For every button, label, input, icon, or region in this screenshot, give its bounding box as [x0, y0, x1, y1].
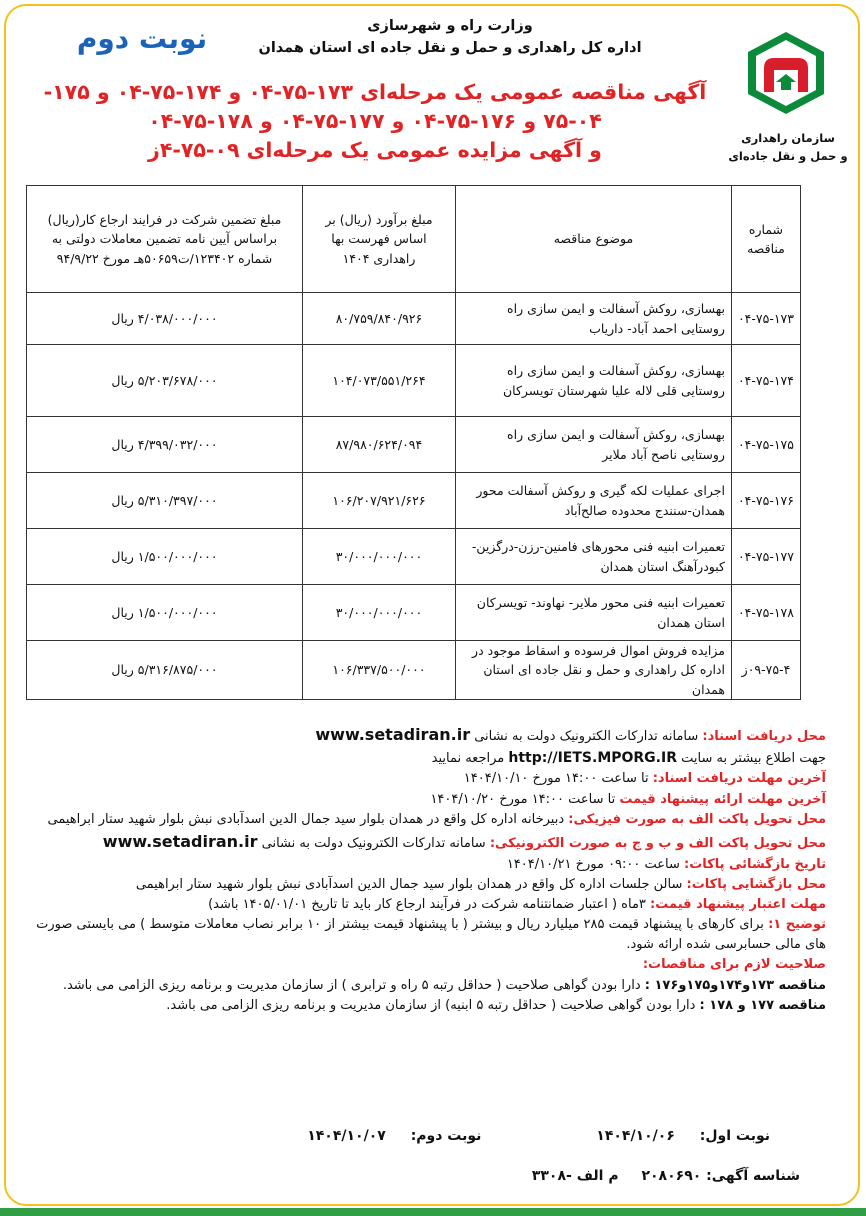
cell-estimate: ۳۰/۰۰۰/۰۰۰/۰۰۰: [302, 585, 455, 641]
header-guarantee: مبلغ تضمین شرکت در فرایند ارجاع کار(ریال) براساس آیین نامه تضمین معاملات دولتی به شماره ۱۲۳۴۰۲/ت۵۰۶۵۹هـ مورخ ۹۴/۹/۲۲: [27, 186, 303, 293]
cell-subject: بهسازی، روکش آسفالت و ایمن سازی راه روستایی قلی لاله علیا شهرستان تویسرکان: [455, 345, 731, 417]
qualification1-label: مناقصه ۱۷۳و۱۷۴و۱۷۵و۱۷۶ :: [644, 977, 826, 993]
cell-estimate: ۱۰۴/۰۷۳/۵۵۱/۲۶۴: [302, 345, 455, 417]
opening-date-label: تاریخ بازگشائی پاکات:: [684, 856, 826, 872]
cell-number: ۰۴-۷۵-۱۷۸: [731, 585, 800, 641]
second-turn-label: نوبت دوم:: [410, 1128, 482, 1144]
qualification2-text: دارا بودن گواهی صلاحیت ( حداقل رتبه ۵ ابنیه) از سازمان مدیریت و برنامه ریزی الزامی می باشد.: [166, 997, 696, 1013]
info-link[interactable]: http://IETS.MPORG.IR: [508, 749, 677, 766]
ministry-name: وزارت راه و شهرسازی: [367, 18, 533, 34]
table-header-row: [27, 186, 801, 293]
cell-number: ۰۴-۷۵-۱۷۴: [731, 345, 800, 417]
qualification-line2: [20, 996, 826, 1016]
first-turn-date: ۱۴۰۴/۱۰/۰۶: [596, 1128, 675, 1144]
opening-place-text: سالن جلسات اداره کل واقع در همدان بلوار سید جمال الدین اسدآبادی نبش بلوار شهید ستار ابراهیمی: [135, 876, 683, 892]
cell-estimate: ۸۷/۹۸۰/۶۲۴/۰۹۴: [302, 417, 455, 473]
table-row: [27, 293, 801, 345]
tender-table: [26, 185, 801, 700]
doc-place-link[interactable]: www.setadiran.ir: [315, 725, 471, 744]
cell-estimate: ۱۰۶/۳۳۷/۵۰۰/۰۰۰: [302, 641, 455, 700]
cell-guarantee: ۴/۳۹۹/۰۳۲/۰۰۰ ریال: [27, 417, 303, 473]
cell-estimate: ۳۰/۰۰۰/۰۰۰/۰۰۰: [302, 529, 455, 585]
cell-guarantee: ۵/۲۰۳/۶۷۸/۰۰۰ ریال: [27, 345, 303, 417]
table-row: [27, 345, 801, 417]
cell-subject: اجرای عملیات لکه گیری و روکش آسفالت محور همدان-سنندج محدوده صالح‌آباد: [455, 473, 731, 529]
info-line: [20, 748, 826, 770]
opening-date-line: [20, 855, 826, 875]
cell-number: ۰۴-۷۵-۱۷۷: [731, 529, 800, 585]
office-name: اداره کل راهداری و حمل و نقل جاده ای استان همدان: [258, 39, 642, 56]
opening-place-label: محل بازگشایی پاکات:: [686, 876, 826, 892]
logo-caption-line2: و حمل و نقل جاده‌ای: [728, 148, 848, 163]
note-label: توضیح ۱:: [768, 917, 826, 933]
cell-subject: تعمیرات ابنیه فنی محورهای فامنین-رزن-درگزین-کبودرآهنگ استان همدان: [455, 529, 731, 585]
cell-number: ۰۹-۷۵-۴ز: [731, 641, 800, 700]
cell-guarantee: ۵/۳۱۰/۳۹۷/۰۰۰ ریال: [27, 473, 303, 529]
deadline-bid-label: آخرین مهلت ارائه پیشنهاد قیمت: [619, 791, 826, 807]
logo-caption: [724, 130, 852, 166]
cell-estimate: ۱۰۶/۲۰۷/۹۲۱/۶۲۶: [302, 473, 455, 529]
ad-id-label: شناسه آگهی:: [706, 1168, 800, 1184]
deadline-docs-text: تا ساعت ۱۴:۰۰ مورخ ۱۴۰۴/۱۰/۱۰: [463, 771, 649, 787]
table-row: [27, 417, 801, 473]
cell-guarantee: ۵/۳۱۶/۸۷۵/۰۰۰ ریال: [27, 641, 303, 700]
electronic-delivery-line: [20, 830, 826, 855]
cell-guarantee: ۴/۰۳۸/۰۰۰/۰۰۰ ریال: [27, 293, 303, 345]
ad-code: م الف -۳۳۰۸: [531, 1168, 619, 1184]
qualification-line1: [20, 976, 826, 996]
table-row: [27, 585, 801, 641]
info-text-before: جهت اطلاع بیشتر به سایت: [681, 750, 826, 766]
validity-label: مهلت اعتبار پیشنهاد قیمت:: [650, 896, 826, 912]
issuer-block: [240, 16, 660, 60]
header-subject: موضوع مناقصه: [455, 186, 731, 293]
table-row: [27, 529, 801, 585]
opening-place-line: [20, 875, 826, 895]
headline-line2: ۷۵-۰۴ و ۱۷۶-۷۵-۰۴ و ۱۷۷-۷۵-۰۴ و ۱۷۸-۷۵-۰۴: [148, 109, 602, 134]
cell-subject: مزایده فروش اموال فرسوده و اسقاط موجود در اداره کل راهداری و حمل و نقل جاده ای استان همدان: [455, 641, 731, 700]
opening-date-text: ساعت ۰۹:۰۰ مورخ ۱۴۰۴/۱۰/۲۱: [506, 856, 680, 872]
cell-subject: تعمیرات ابنیه فنی محور ملایر- نهاوند- تویسرکان استان همدان: [455, 585, 731, 641]
ad-identifier: [440, 1168, 800, 1184]
cell-guarantee: ۱/۵۰۰/۰۰۰/۰۰۰ ریال: [27, 529, 303, 585]
notice-details: [20, 723, 826, 1016]
logo-caption-line1: سازمان راهداری: [741, 131, 835, 145]
validity-text: ۳ماه ( اعتبار ضمانتنامه شرکت در فرآیند ارجاع کار باید تا تاریخ ۱۴۰۵/۰۱/۰۱ باشد): [208, 896, 646, 912]
second-turn-badge: نوبت دوم: [76, 22, 208, 55]
physical-delivery-label: محل تحویل پاکت الف به صورت فیزیکی:: [568, 811, 826, 827]
cell-estimate: ۸۰/۷۵۹/۸۴۰/۹۲۶: [302, 293, 455, 345]
physical-delivery-line: [20, 810, 826, 830]
headline-line1: آگهی مناقصه عمومی یک مرحله‌ای ۱۷۳-۷۵-۰۴ و ۱۷۴-۷۵-۰۴ و ۱۷۵-: [43, 80, 707, 104]
deadline-docs-line: [20, 769, 826, 789]
header-estimate: مبلغ برآورد (ریال) بر اساس فهرست بها راهداری ۱۴۰۴: [302, 186, 455, 293]
electronic-delivery-link[interactable]: www.setadiran.ir: [102, 831, 258, 851]
note-line: [20, 915, 826, 955]
cell-number: ۰۴-۷۵-۱۷۵: [731, 417, 800, 473]
deadline-docs-label: آخرین مهلت دریافت اسناد:: [652, 771, 826, 787]
note-text: برای کارهای با پیشنهاد قیمت ۲۸۵ میلیارد ریال و بیشتر ( با پیشنهاد قیمت بیشتر از ۱۰ برابر نصاب معاملات متوسط ) می بایستی صورت های مالی حسابرسی شده ارائه شود.: [36, 917, 826, 953]
cell-number: ۰۴-۷۵-۱۷۶: [731, 473, 800, 529]
info-text-after: مراجعه نمایید: [431, 750, 505, 766]
deadline-bid-line: [20, 790, 826, 810]
bottom-green-bar: [0, 1208, 866, 1216]
doc-place-text: سامانه تدارکات الکترونیک دولت به نشانی: [474, 729, 699, 744]
electronic-delivery-text: سامانه تدارکات الکترونیک دولت به نشانی: [261, 835, 486, 851]
header-number: شماره مناقصه: [731, 186, 800, 293]
headline-line3: و آگهی مزایده عمومی یک مرحله‌ای ۰۹-۷۵-۴ز: [148, 138, 602, 163]
validity-line: [20, 895, 826, 915]
doc-place-line: [20, 723, 826, 748]
publication-turns: [200, 1128, 770, 1144]
ad-id-value: ۲۰۸۰۶۹۰: [641, 1168, 702, 1184]
cell-number: ۰۴-۷۵-۱۷۳: [731, 293, 800, 345]
physical-delivery-text: دبیرخانه اداره کل واقع در همدان بلوار سید جمال الدین اسدآبادی نبش بلوار شهید ستار ابراهیمی: [47, 811, 565, 827]
qualification-heading-text: صلاحیت لازم برای مناقصات:: [642, 957, 826, 973]
qualification1-text: دارا بودن گواهی صلاحیت ( حداقل رتبه ۵ راه و ترابری ) از سازمان مدیریت و برنامه ریزی الزامی می باشد.: [62, 977, 641, 993]
table-row: [27, 473, 801, 529]
rmto-logo-icon: [746, 30, 826, 116]
notice-headline: [30, 78, 720, 165]
qualification-heading: [20, 955, 826, 975]
deadline-bid-text: تا ساعت ۱۴:۰۰ مورخ ۱۴۰۴/۱۰/۲۰: [430, 791, 616, 807]
table-row: [27, 641, 801, 700]
cell-guarantee: ۱/۵۰۰/۰۰۰/۰۰۰ ریال: [27, 585, 303, 641]
second-turn-date: ۱۴۰۴/۱۰/۰۷: [307, 1128, 386, 1144]
first-turn-label: نوبت اول:: [699, 1128, 770, 1144]
qualification2-label: مناقصه ۱۷۷ و ۱۷۸ :: [699, 997, 826, 1013]
cell-subject: بهسازی، روکش آسفالت و ایمن سازی راه روستایی ناصح آباد ملایر: [455, 417, 731, 473]
doc-place-label: محل دریافت اسناد:: [702, 729, 826, 744]
electronic-delivery-label: محل تحویل پاکت الف و ب و ج به صورت الکترونیکی:: [489, 835, 826, 851]
cell-subject: بهسازی، روکش آسفالت و ایمن سازی راه روستایی احمد آباد- داریاب: [455, 293, 731, 345]
